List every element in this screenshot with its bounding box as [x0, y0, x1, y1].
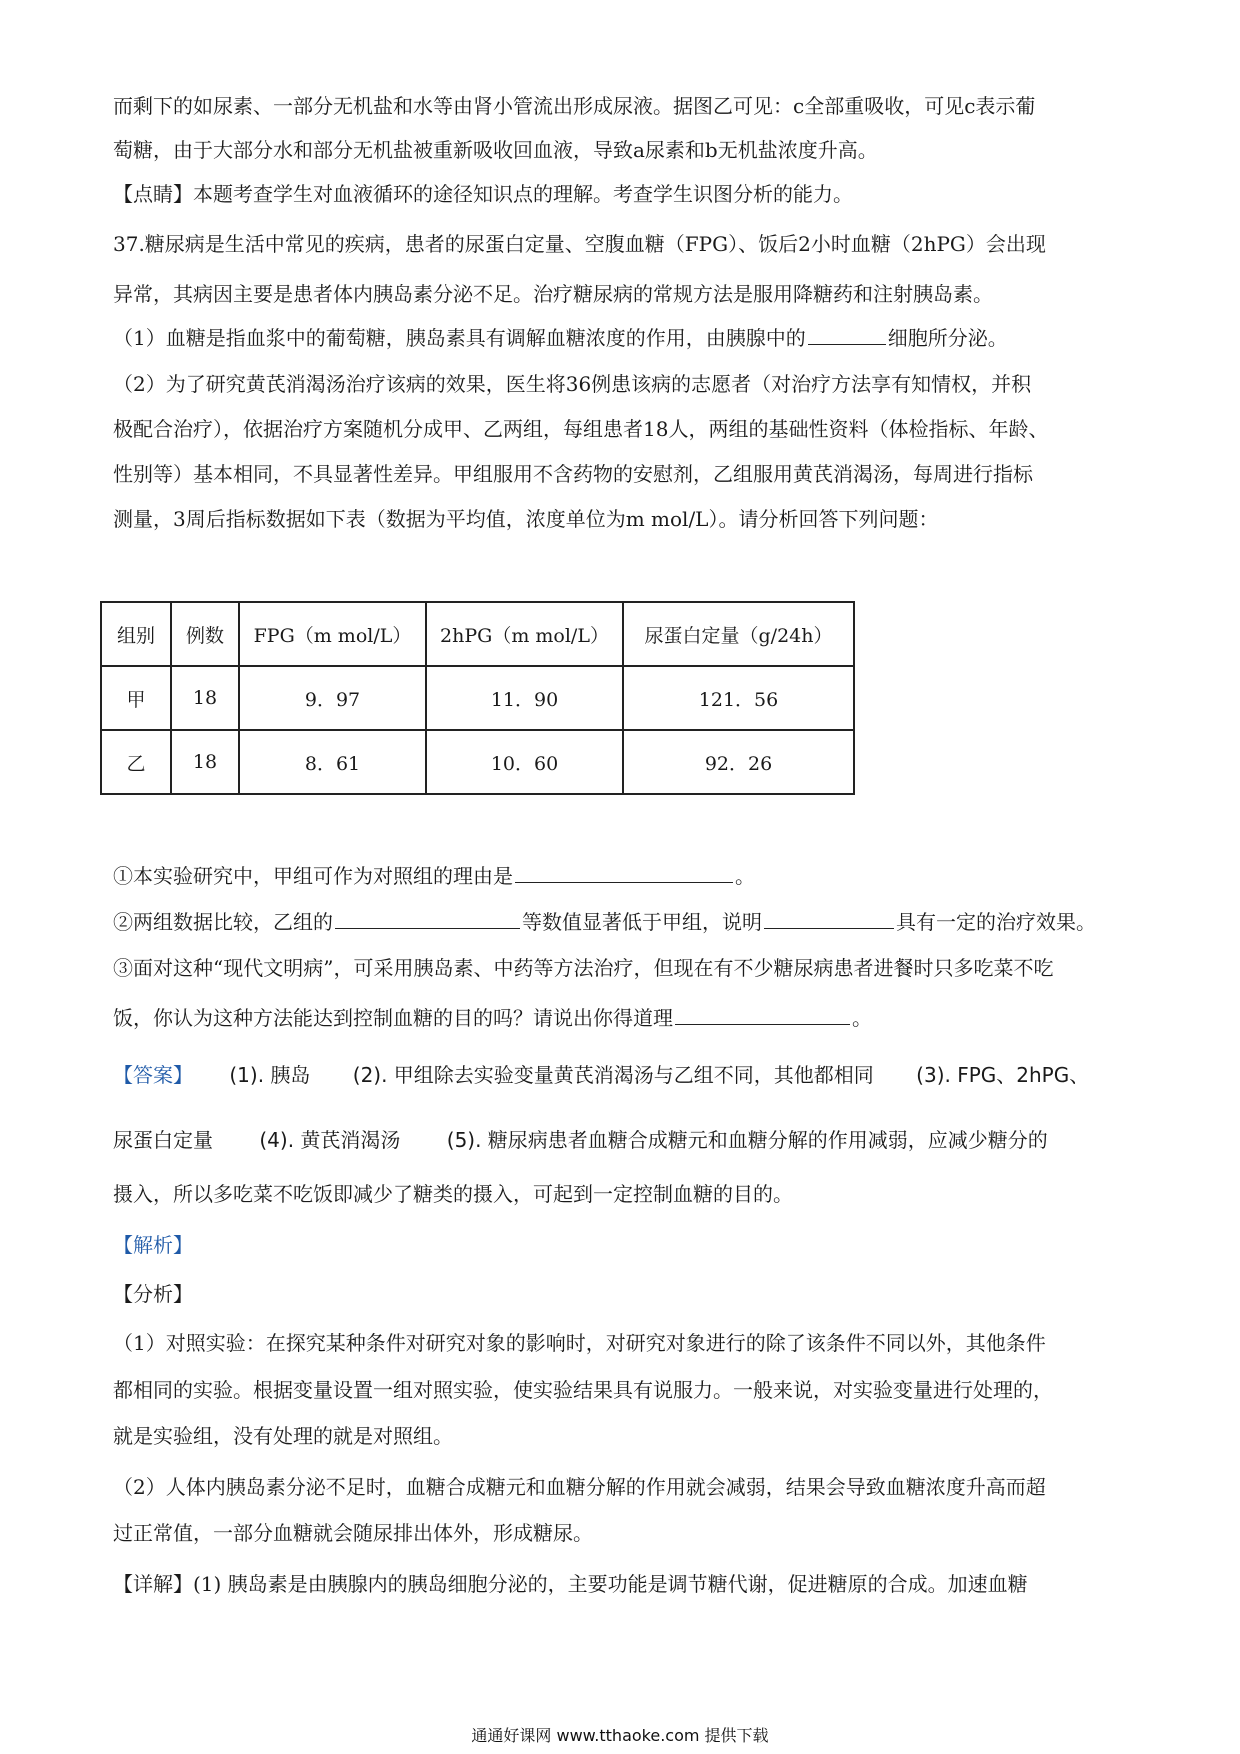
- analysis-line: 过正常值，一部分血糖就会随尿排出体外，形成糖尿。: [113, 1521, 593, 1545]
- analysis-line: （1）对照实验：在探究某种条件对研究对象的影响时，对研究对象进行的除了该条件不同以外，其他条件: [113, 1331, 1046, 1355]
- answer-item: 尿蛋白定量: [113, 1128, 213, 1152]
- table-cell: 乙: [101, 730, 171, 794]
- table-row: [101, 666, 854, 730]
- table-cell: 92．26: [623, 730, 854, 794]
- subquestion-text-end: 。: [735, 864, 755, 888]
- footer-watermark: 通通好课网 www.tthaoke.com 提供下载: [471, 1726, 769, 1745]
- subquestion-text: 饭，你认为这种方法能达到控制血糖的目的吗？请说出你得道理: [113, 1006, 673, 1030]
- table-cell: 18: [171, 666, 239, 730]
- table-header-cell: 尿蛋白定量（g/24h）: [623, 602, 854, 666]
- dianjing-note: 【点睛】本题考查学生对血液循环的途径知识点的理解。考查学生识图分析的能力。: [113, 182, 853, 206]
- answer-item: (3). FPG、2hPG、: [916, 1063, 1090, 1087]
- detail-line: 【详解】(1) 胰岛素是由胰腺内的胰岛细胞分泌的，主要功能是调节糖代谢，促进糖原的合成。加速血糖: [113, 1572, 1028, 1596]
- subquestion-3: [113, 1004, 1133, 1032]
- table-header-cell: 组别: [101, 602, 171, 666]
- table-header-cell: 2hPG（m mol/L）: [426, 602, 623, 666]
- answer-blank: [675, 1004, 850, 1025]
- question-37-part2: 性别等）基本相同，不具显著性差异。甲组服用不含药物的安慰剂，乙组服用黄芪消渴汤，每周进行指标: [113, 462, 1033, 486]
- table-cell: 121．56: [623, 666, 854, 730]
- answer-blank: [808, 324, 886, 345]
- answer-line: [113, 1061, 1133, 1089]
- answer-label: 【答案】: [113, 1063, 193, 1087]
- subquestion-text: ②两组数据比较，乙组的: [113, 910, 333, 934]
- question-37-part2: （2）为了研究黄芪消渴汤治疗该病的效果，医生将36例患该病的志愿者（对治疗方法享有知情权，并积: [113, 372, 1032, 396]
- table-row: [101, 730, 854, 794]
- subquestion-text: 等数值显著低于甲组，说明: [522, 910, 762, 934]
- table-cell: 8．61: [239, 730, 426, 794]
- subquestion-3: ③面对这种“现代文明病”，可采用胰岛素、中药等方法治疗，但现在有不少糖尿病患者进餐时只多吃菜不吃: [113, 956, 1054, 980]
- subquestion-2: [113, 908, 1133, 936]
- question-37-part2: 测量，3周后指标数据如下表（数据为平均值，浓度单位为m mol/L）。请分析回答下列问题：: [113, 507, 939, 531]
- answer-item: (4). 黄芪消渴汤: [259, 1128, 401, 1152]
- table-cell: 9．97: [239, 666, 426, 730]
- fenxi-heading: 【分析】: [113, 1282, 193, 1306]
- part1-text-end: 细胞所分泌。: [887, 326, 1008, 350]
- paragraph-line: 萄糖，由于大部分水和部分无机盐被重新吸收回血液，导致a尿素和b无机盐浓度升高。: [113, 138, 878, 162]
- answer-blank: [764, 908, 894, 929]
- question-37-text: 37.糖尿病是生活中常见的疾病，患者的尿蛋白定量、空腹血糖（FPG）、饭后2小时血糖（2hPG）会出现: [113, 232, 1046, 256]
- table-header-row: [101, 602, 854, 666]
- answer-item: (5). 糖尿病患者血糖合成糖元和血糖分解的作用减弱，应减少糖分的: [446, 1128, 1048, 1152]
- jiexi-heading: 【解析】: [113, 1233, 193, 1257]
- answer-blank: [515, 862, 733, 883]
- subquestion-text: ①本实验研究中，甲组可作为对照组的理由是: [113, 864, 513, 888]
- table-cell: 11．90: [426, 666, 623, 730]
- analysis-line: 都相同的实验。根据变量设置一组对照实验，使实验结果具有说服力。一般来说，对实验变量进行处理的，: [113, 1378, 1053, 1402]
- table-cell: 甲: [101, 666, 171, 730]
- analysis-line: 就是实验组，没有处理的就是对照组。: [113, 1424, 453, 1448]
- table-cell: 10．60: [426, 730, 623, 794]
- answer-line: 摄入，所以多吃菜不吃饭即减少了糖类的摄入，可起到一定控制血糖的目的。: [113, 1182, 793, 1206]
- answer-line: [113, 1126, 1133, 1154]
- question-37-part1: [113, 324, 1133, 352]
- answer-item: (1). 胰岛: [229, 1063, 311, 1087]
- answer-item: (2). 甲组除去实验变量黄芪消渴汤与乙组不同，其他都相同: [352, 1063, 874, 1087]
- table-header-cell: 例数: [171, 602, 239, 666]
- data-table: [100, 601, 855, 795]
- part1-text: （1）血糖是指血浆中的葡萄糖，胰岛素具有调解血糖浓度的作用，由胰腺中的: [113, 326, 806, 350]
- table-header-cell: FPG（m mol/L）: [239, 602, 426, 666]
- table-cell: 18: [171, 730, 239, 794]
- answer-blank: [335, 908, 520, 929]
- question-37-text: 异常，其病因主要是患者体内胰岛素分泌不足。治疗糖尿病的常规方法是服用降糖药和注射胰岛素。: [113, 282, 993, 306]
- subquestion-text-end: 。: [852, 1006, 872, 1030]
- paragraph-line: 而剩下的如尿素、一部分无机盐和水等由肾小管流出形成尿液。据图乙可见：c全部重吸收，可见c表示葡: [113, 94, 1036, 118]
- subquestion-text-end: 具有一定的治疗效果。: [896, 910, 1096, 934]
- analysis-line: （2）人体内胰岛素分泌不足时，血糖合成糖元和血糖分解的作用就会减弱，结果会导致血糖浓度升高而超: [113, 1475, 1046, 1499]
- subquestion-1: [113, 862, 1133, 890]
- question-37-part2: 极配合治疗），依据治疗方案随机分成甲、乙两组，每组患者18人，两组的基础性资料（体检指标、年龄、: [113, 417, 1049, 441]
